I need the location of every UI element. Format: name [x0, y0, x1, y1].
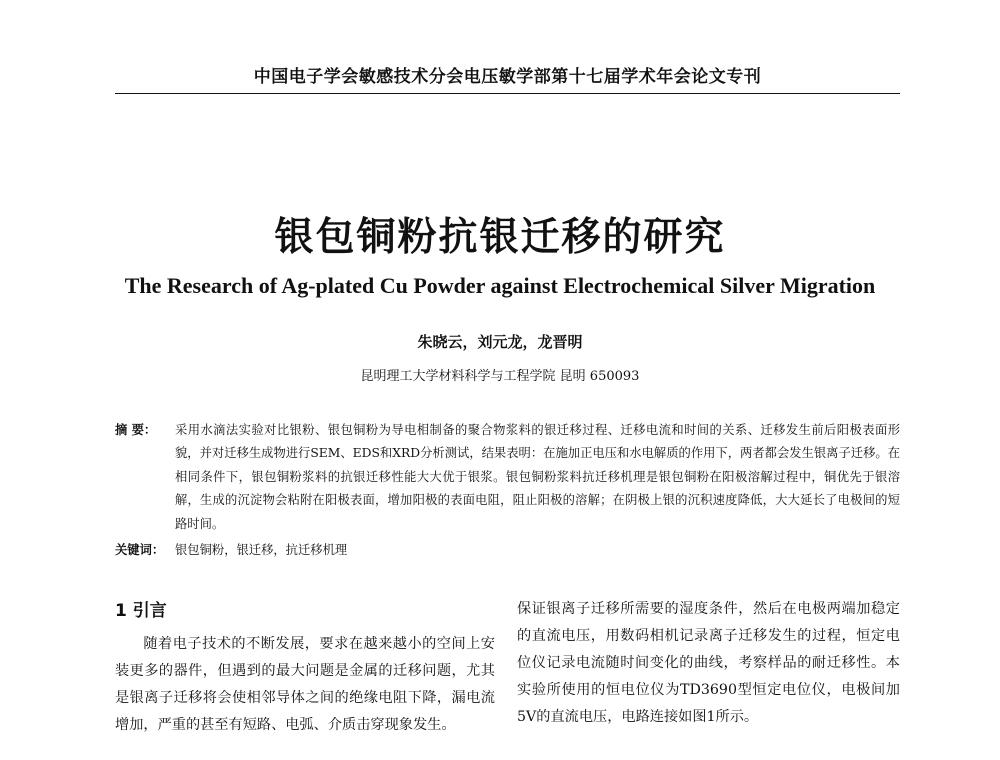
section-heading-introduction: 1 引言	[115, 601, 167, 621]
keywords-label: 关键词：	[115, 543, 165, 557]
title-english: The Research of Ag-plated Cu Powder against Electrochemical Silver Migration	[124, 273, 876, 298]
experiment-paragraph: 保证银离子迁移所需要的湿度条件，然后在电极两端加稳定的直流电压，用数码相机记录离子迁移发生的过程，恒定电位仪记录电流随时间变化的曲线，考察样品的耐迁移性。本实验所使用的恒电位仪为TD3690型恒定电位仪，电极间加5V的直流电压，电路连接如图1所示。	[517, 601, 900, 725]
right-column	[517, 596, 900, 731]
keywords-text: 银包铜粉，银迁移，抗迁移机理	[175, 543, 348, 557]
running-header: 中国电子学会敏感技术分会电压敏学部第十七届学术年会论文专刊	[253, 67, 762, 87]
affiliation: 昆明理工大学材料科学与工程学院 昆明 650093	[360, 369, 640, 384]
abstract-label: 摘 要：	[115, 423, 157, 437]
abstract-text: 采用水滴法实验对比银粉、银包铜粉为导电相制备的聚合物浆料的银迁移过程、迁移电流和时间的关系、迁移发生前后阳极表面形貌，并对迁移生成物进行SEM、EDS和XRD分析测试，结果表明：在施加正电压和水电解质的作用下，两者都会发生银离子迁移。在相同条件下，银包铜粉浆料的抗银迁移性能大大优于银浆。银包铜粉浆料抗迁移机理是银包铜粉在阳极溶解过程中，铜优先于银溶解，生成的沉淀物会粘附在阳极表面，增加阳极的表面电阻，阻止阳极的溶解；在阴极上银的沉积速度降低，大大延长了电极间的短路时间。	[175, 423, 900, 531]
introduction-paragraph: 随着电子技术的不断发展，要求在越来越小的空间上安装更多的器件，但遇到的最大问题是金属的迁移问题，尤其是银离子迁移将会使相邻导体之间的绝缘电阻下降，漏电流增加，严重的甚至有短路、电弧、介质击穿现象发生。	[115, 636, 495, 733]
title-chinese: 银包铜粉抗银迁移的研究	[274, 215, 726, 260]
header-rule	[115, 93, 900, 94]
left-column	[115, 596, 495, 739]
author-list: 朱晓云，刘元龙，龙晋明	[417, 333, 583, 351]
abstract-block	[115, 419, 900, 536]
keywords-block	[115, 540, 900, 558]
